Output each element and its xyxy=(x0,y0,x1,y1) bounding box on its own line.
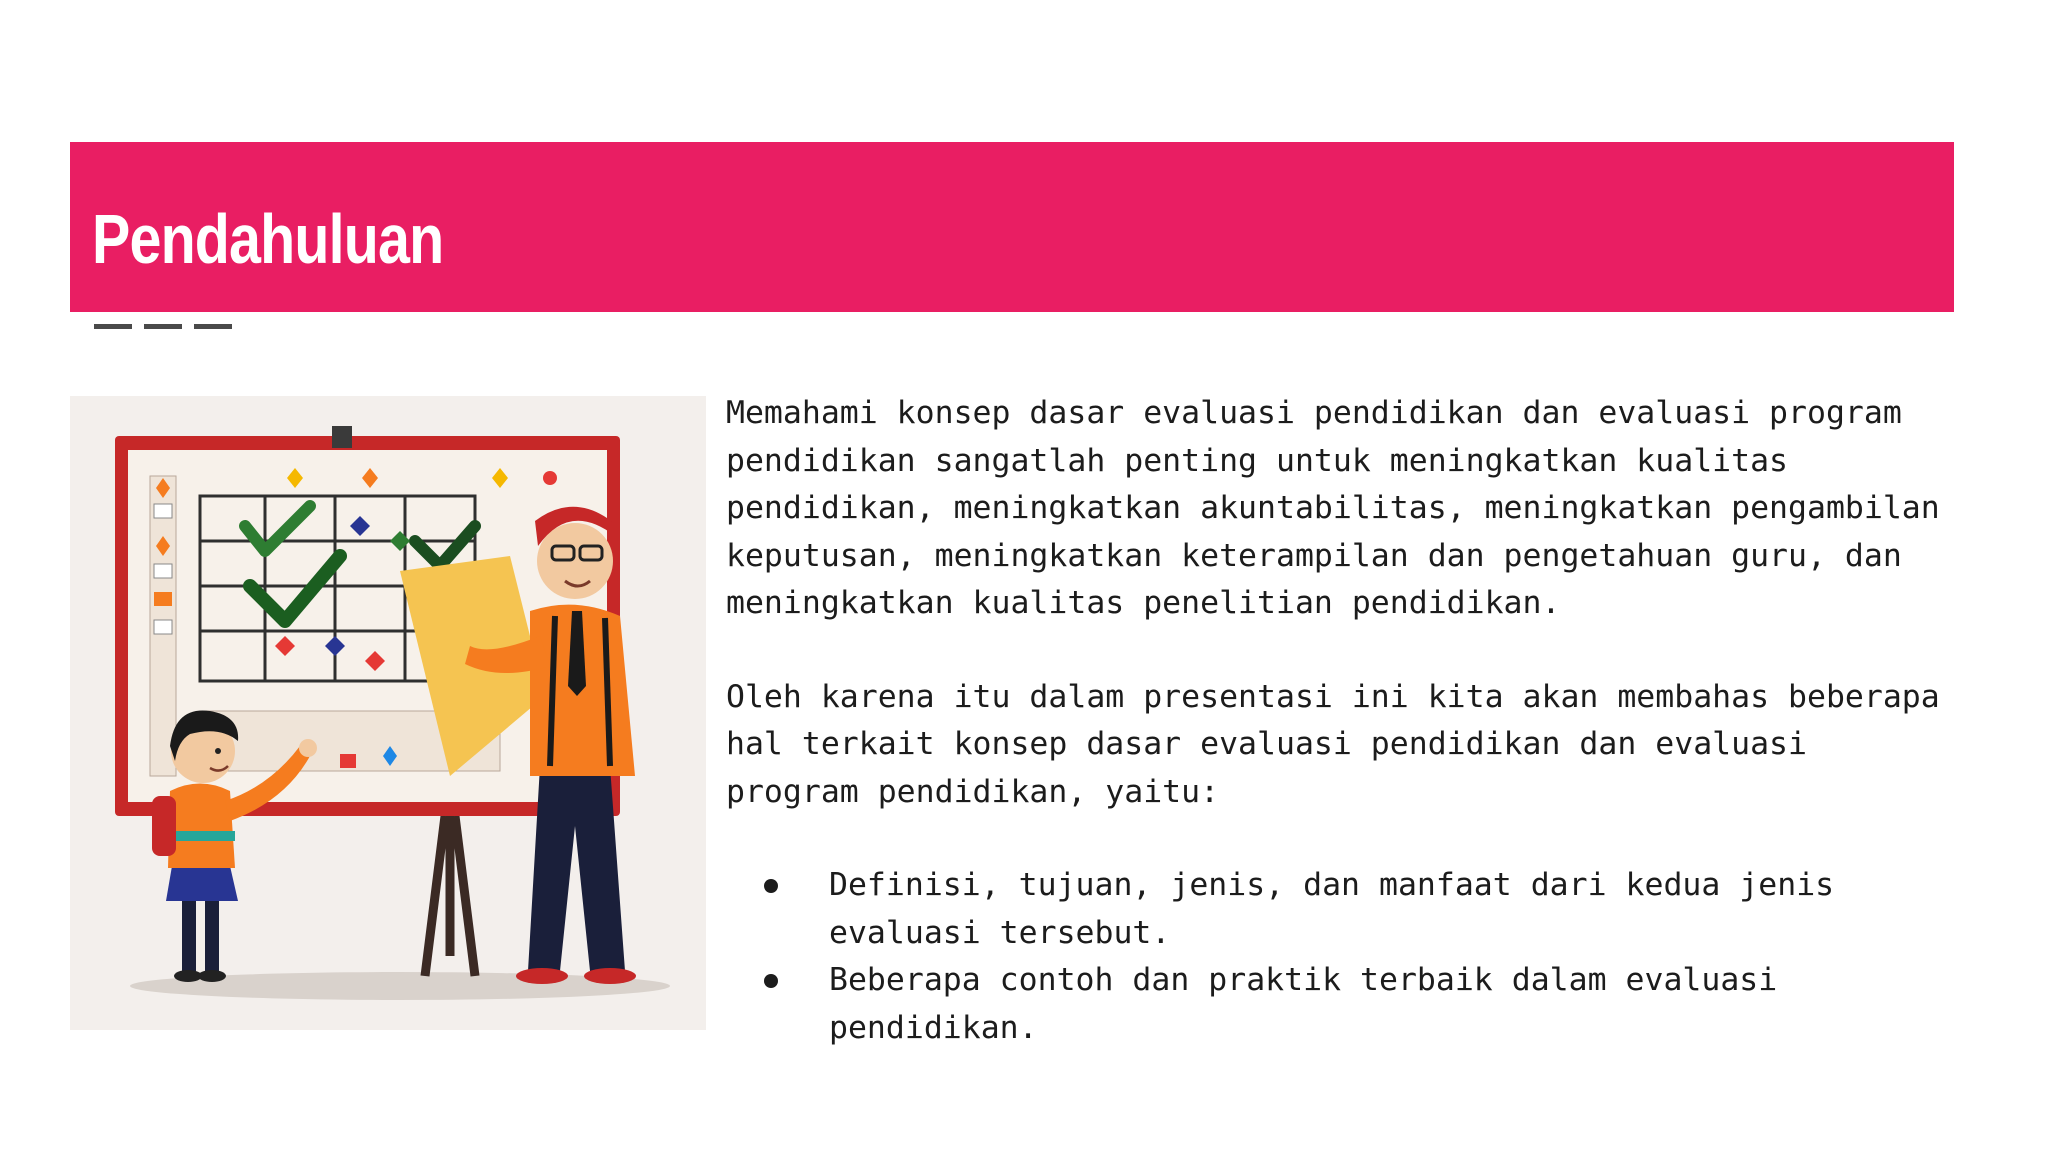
teacher-student-illustration xyxy=(70,396,706,1030)
list-item-text: Beberapa contoh dan praktik terbaik dalam evaluasi pendidikan. xyxy=(829,962,1778,1046)
board-side-icons xyxy=(150,476,176,776)
agenda-paragraph: Oleh karena itu dalam presentasi ini kita akan membahas beberapa hal terkait konsep dasar evaluasi pendidikan dan evaluasi program pendidikan, yaitu: xyxy=(726,678,1940,810)
dash xyxy=(94,324,132,329)
dash xyxy=(144,324,182,329)
list-item xyxy=(726,862,1956,957)
intro-paragraph: Memahami konsep dasar evaluasi pendidikan dan evaluasi program pendidikan sangatlah penting untuk meningkatkan kualitas pendidikan, meningkatkan akuntabilitas, meningkatkan pengambilan keputusan, meningkatkan keterampilan dan pengetahuan guru, dan meningkatkan kualitas penelitian pendidikan. xyxy=(726,395,1940,621)
title-underline-dashes xyxy=(94,324,232,329)
dash xyxy=(194,324,232,329)
list-item xyxy=(726,957,1956,1052)
bullet-icon xyxy=(764,879,778,893)
slide-title: Pendahuluan xyxy=(92,200,444,278)
slide-body xyxy=(726,390,1956,1052)
bullet-icon xyxy=(764,974,778,988)
list-item-text: Definisi, tujuan, jenis, dan manfaat dari kedua jenis evaluasi tersebut. xyxy=(829,867,1835,951)
easel xyxy=(425,816,475,976)
title-banner xyxy=(70,142,1954,312)
topic-list xyxy=(726,862,1956,1052)
